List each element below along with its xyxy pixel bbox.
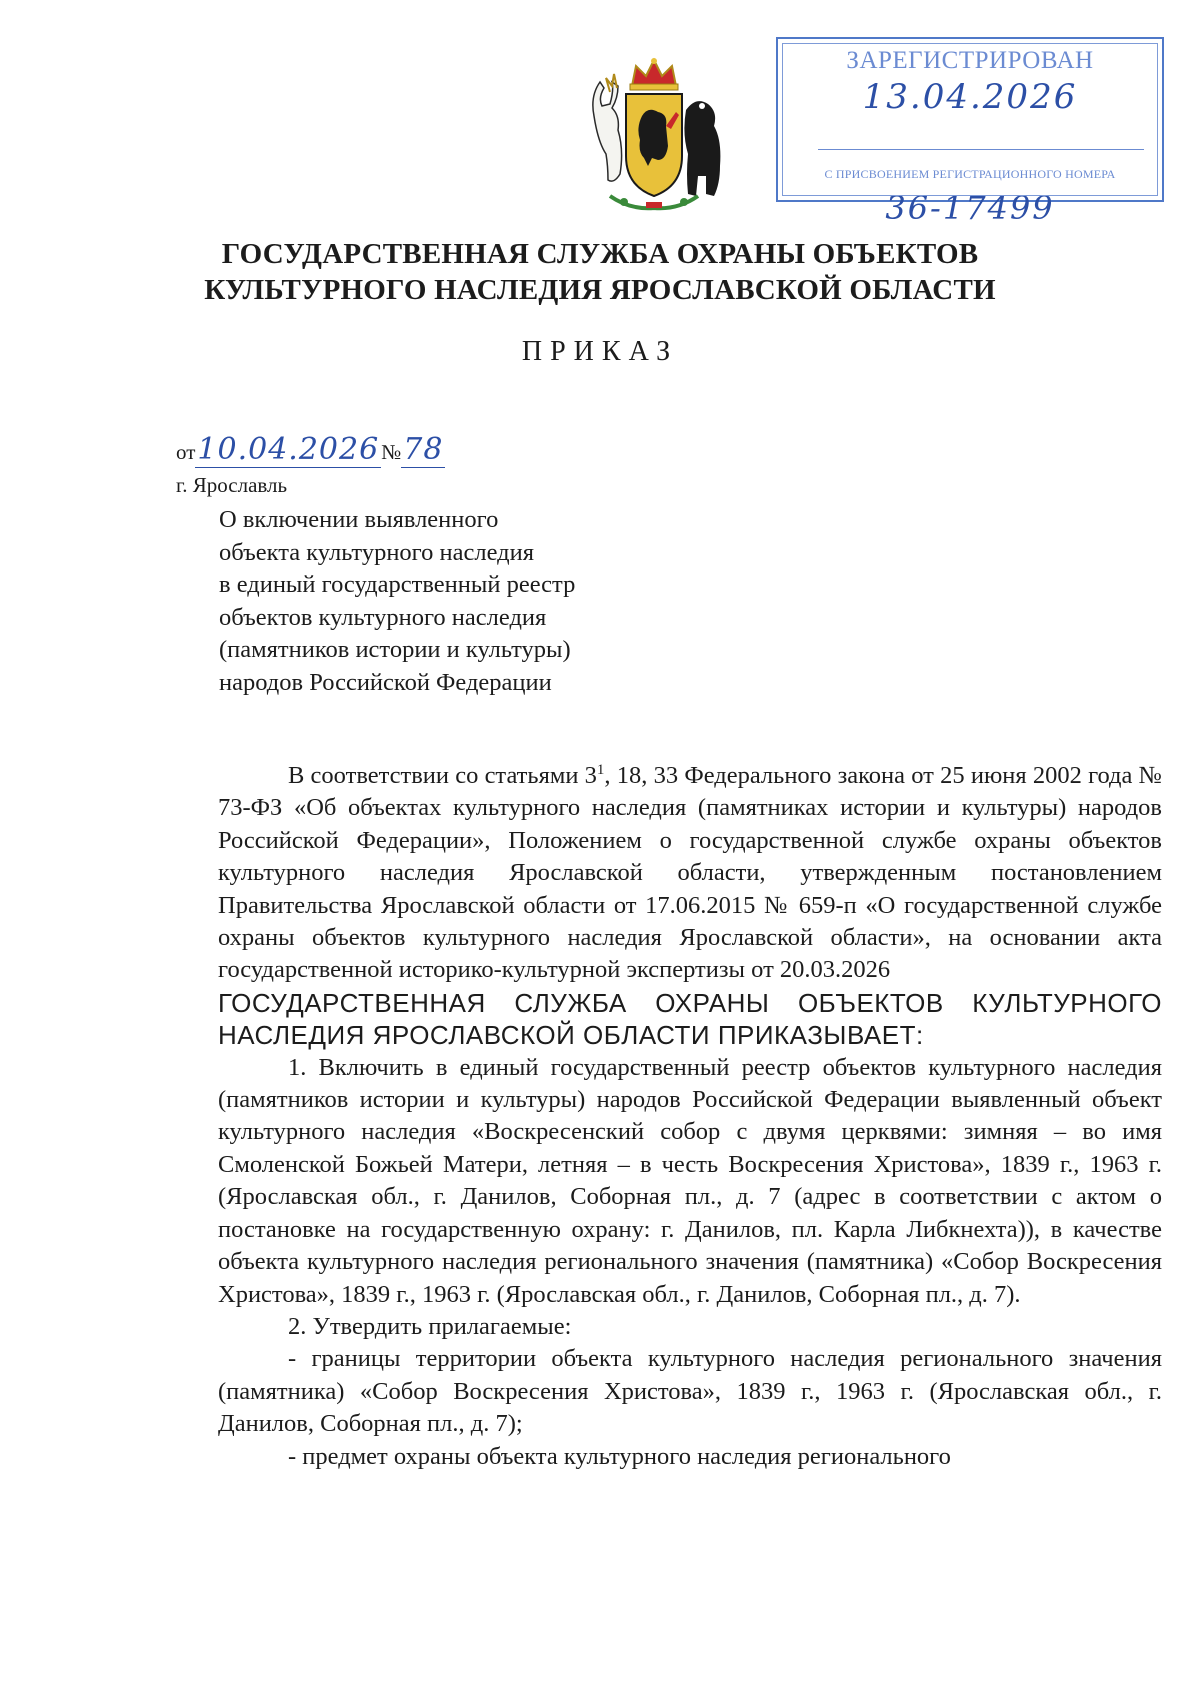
preamble-superscript: 1 — [596, 761, 605, 778]
order-item-2b: - предмет охраны объекта культурного наследия регионального — [288, 1442, 951, 1470]
stamp-caption: С ПРИСВОЕНИЕМ РЕГИСТРАЦИОННОГО НОМЕРА — [824, 167, 1116, 181]
subject-line: в единый государственный реестр — [219, 571, 576, 599]
yaroslavl-coat-of-arms-icon — [574, 56, 734, 214]
date-label: от — [176, 440, 196, 464]
order-item-2: 2. Утвердить прилагаемые: — [288, 1312, 572, 1340]
order-date: 10.04.2026 — [197, 432, 380, 467]
order-subject — [219, 504, 575, 700]
organization-title-line2: КУЛЬТУРНОГО НАСЛЕДИЯ ЯРОСЛАВСКОЙ ОБЛАСТИ — [204, 274, 996, 306]
subject-line: О включении выявленного — [219, 506, 499, 533]
stamp-date: 13.04.2026 — [862, 77, 1078, 117]
preamble-start: В соответствии со статьями 3 — [288, 762, 597, 789]
number-label: № — [381, 440, 402, 464]
city: г. Ярославль — [176, 473, 288, 497]
organization-title — [0, 236, 1200, 308]
order-directive: ГОСУДАРСТВЕННАЯ СЛУЖБА ОХРАНЫ ОБЪЕКТОВ КУЛЬТУРНОГО НАСЛЕДИЯ ЯРОСЛАВСКОЙ ОБЛАСТИ ПРИКАЗЫВАЕТ: — [218, 987, 1162, 1051]
order-body — [218, 760, 1162, 1473]
order-number: 78 — [403, 432, 444, 467]
order-item-2a: - границы территории объекта культурного наследия регионального значения (памятника) «Собор Воскресения Христова», 1839 г., 1963 г. (Ярославская обл., г. Данилов, Соборная пл., д. 7); — [218, 1345, 1162, 1438]
subject-line: объекта культурного наследия — [219, 538, 534, 566]
subject-line: (памятников истории и культуры) — [219, 636, 571, 664]
preamble-rest: , 18, 33 Федерального закона от 25 июня 2002 года № 73-ФЗ «Об объектах культурного наследия (памятниках истории и культуры) народов Российской Федерации», Положением о государственной службе охраны объектов культурного наследия Ярославской области, утвержденным постановлением Правительства Ярославской области от 17.06.2015 № 659-п «О государственной службе охраны объектов культурного наследия Ярославской области», на основании акта государственной историко-культурной экспертизы от 20.03.2026 — [218, 762, 1162, 984]
registration-stamp — [776, 37, 1164, 227]
order-item-1: 1. Включить в единый государственный реестр объектов культурного наследия (памятников истории и культуры) народов Российской Федерации выявленный объект культурного наследия «Воскресенский собор с двумя церквями: зимняя – во имя Смоленской Божьей Матери, летняя – в честь Воскресения Христова», 1839 г., 1963 г. (Ярославская обл., г. Данилов, Соборная пл., д. 7 (адрес в соответствии с актом о постановке на государственную охрану: г. Данилов, пл. Карла Либкнехта)), в качестве объекта культурного наследия регионального значения (памятника) «Собор Воскресения Христова», 1839 г., 1963 г. (Ярославская обл., г. Данилов, Соборная пл., д. 7). — [218, 1053, 1162, 1308]
document-type: ПРИКАЗ — [521, 336, 679, 367]
subject-line: народов Российской Федерации — [219, 668, 552, 696]
subject-line: объектов культурного наследия — [219, 603, 547, 631]
order-date-number-line — [176, 432, 445, 467]
preamble-paragraph — [218, 760, 1162, 987]
stamp-divider — [818, 149, 1144, 150]
organization-title-line1: ГОСУДАРСТВЕННАЯ СЛУЖБА ОХРАНЫ ОБЪЕКТОВ — [221, 238, 979, 270]
stamp-title: ЗАРЕГИСТРИРОВАН — [846, 47, 1094, 74]
stamp-number: 36-17499 — [885, 189, 1055, 227]
